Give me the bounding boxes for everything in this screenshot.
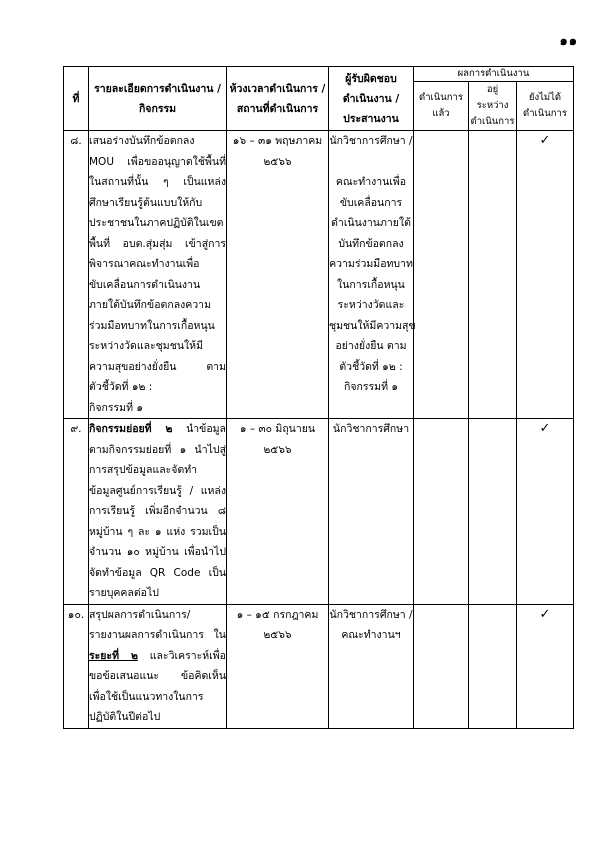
- status-done-cell: [414, 604, 469, 728]
- row-number: ๙.: [64, 419, 89, 605]
- checkmark-icon: ✓: [539, 606, 551, 622]
- phase-label: ระยะที่ ๒: [89, 649, 138, 662]
- row-number: ๑๐.: [64, 604, 89, 728]
- header-result-group: ผลการดำเนินงาน: [414, 67, 574, 82]
- row-owner: นักวิชาการศึกษา / คณะทำงานฯ: [329, 604, 414, 728]
- status-in-progress-cell: [469, 419, 517, 605]
- status-not-yet-cell: [517, 604, 574, 728]
- status-done-cell: [414, 131, 469, 419]
- status-not-yet-cell: [517, 419, 574, 605]
- row-detail: เสนอร่างบันทึกข้อตกลง MOU เพื่อขออนุญาตใช้พื้นที่ ในสถานที่นั้น ๆ เป็นแหล่ง ศึกษาเรียนรู้ต้นแบบให้กับ ประชาชนในภาคปฏิบัติในเขต พื้นที่ อบต.สุ่มสุ่ม เข้าสู่การ พิจารณาคณะทำงานเพื่อ ขับเคลื่อนการดำเนินงาน ภายใต้บันทึกข้อตกลงความ ร่วมมือทบาทในการเกื้อหนุน ระหว่างวัดและชุมชนให้มี ความสุขอย่างยั่งยืน ตาม ตัวชี้วัดที่ ๑๒ : กิจกรรมที่ ๑: [89, 131, 227, 419]
- header-in-progress: อยู่ ระหว่าง ดำเนินการ: [469, 82, 517, 131]
- header-not-yet: ยังไม่ได้ ดำเนินการ: [517, 82, 574, 131]
- header-detail: รายละเอียดการดำเนินงาน / กิจกรรม: [89, 67, 227, 131]
- status-not-yet-cell: [517, 131, 574, 419]
- row-time: ๑๖ – ๓๑ พฤษภาคม ๒๕๖๖: [227, 131, 329, 419]
- row-detail: สรุปผลการดำเนินการ/ รายงานผลการดำเนินการ ใน ระยะที่ ๒ และวิเคราะห์เพื่อ ขอข้อเสนอแนะ ข้อคิดเห็น เพื่อใช้เป็นแนวทางในการ ปฏิบัติในปีต่อไป: [89, 604, 227, 728]
- row-number: ๘.: [64, 131, 89, 419]
- status-done-cell: [414, 419, 469, 605]
- status-in-progress-cell: [469, 131, 517, 419]
- row-time: ๑ – ๓๐ มิถุนายน ๒๕๖๖: [227, 419, 329, 605]
- header-no: ที่: [64, 67, 89, 131]
- checkmark-icon: ✓: [539, 133, 551, 148]
- sub-activity-label: กิจกรรมย่อยที่ ๒: [89, 423, 173, 435]
- header-time: ห้วงเวลาดำเนินการ / สถานที่ดำเนินการ: [227, 67, 329, 131]
- header-owner: ผู้รับผิดชอบ ดำเนินงาน / ประสานงาน: [329, 67, 414, 131]
- activity-report-table: [63, 66, 574, 729]
- table-row: [64, 604, 574, 728]
- table-row: [64, 419, 574, 605]
- row-time: ๑ – ๑๕ กรกฎาคม ๒๕๖๖: [227, 604, 329, 728]
- row-detail: กิจกรรมย่อยที่ ๒ นำข้อมูล ตามกิจกรรมย่อยที่ ๑ นำไปสู่ การสรุปข้อมูลและจัดทำ ข้อมูลศูนย์การเรียนรู้ / แหล่ง การเรียนรู้ เพิ่มอีกจำนวน ๘ หมู่บ้าน ๆ ละ ๑ แห่ง รวมเป็น จำนวน ๑๐ หมู่บ้าน เพื่อนำไป จัดทำข้อมูล QR Code เป็น รายบุคคลต่อไป: [89, 419, 227, 605]
- status-in-progress-cell: [469, 604, 517, 728]
- row-owner: นักวิชาการศึกษา / คณะทำงานเพื่อ ขับเคลื่อนการ ดำเนินงานภายใต้ บันทึกข้อตกลง ความร่วมมือทบาท ในการเกื้อหนุน ระหว่างวัดและ ชุมชนให้มีความสุข อย่างยั่งยืน ตาม ตัวชี้วัดที่ ๑๒ : กิจกรรมที่ ๑: [329, 131, 414, 419]
- page-number: ๑๑: [559, 34, 578, 49]
- header-done: ดำเนินการ แล้ว: [414, 82, 469, 131]
- row-owner: นักวิชาการศึกษา: [329, 419, 414, 605]
- checkmark-icon: ✓: [539, 421, 551, 436]
- table-row: [64, 131, 574, 419]
